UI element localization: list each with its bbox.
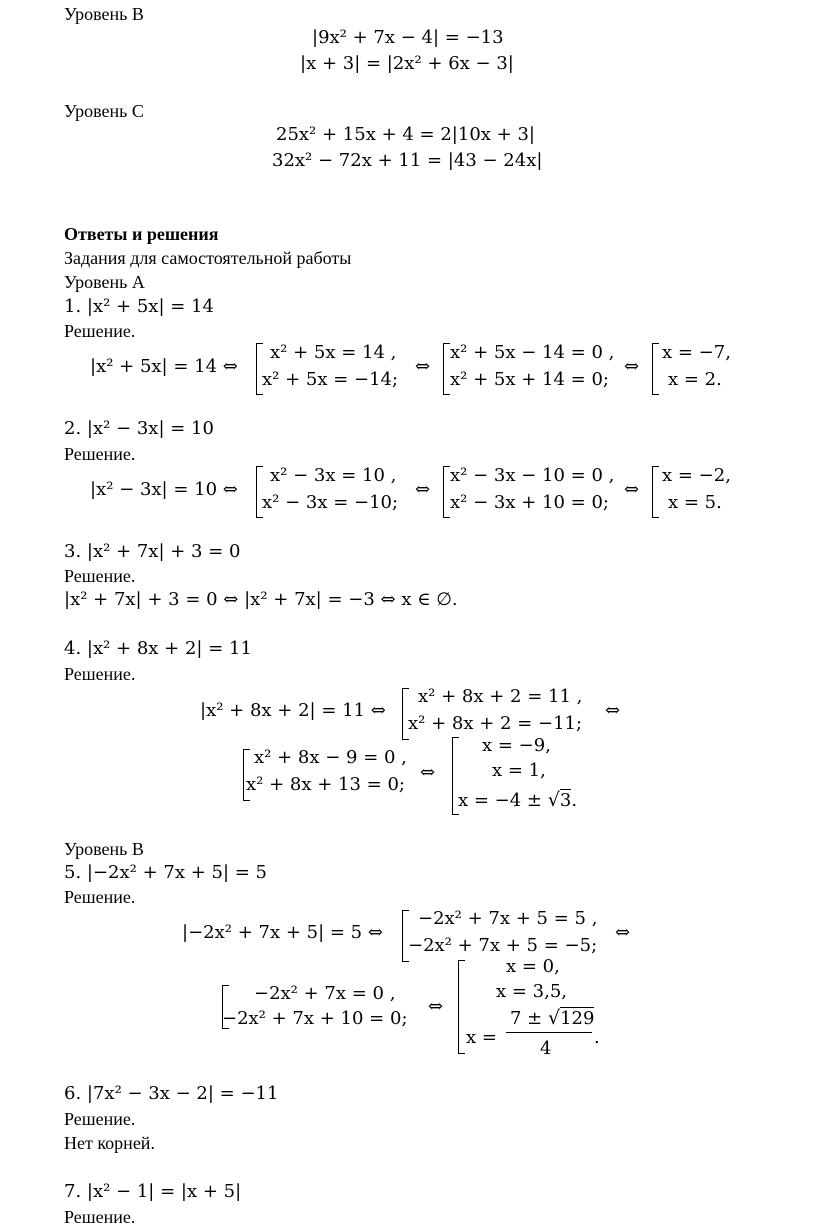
p2-step2-a: x² − 3x − 10 = 0 , <box>450 465 615 486</box>
problem-2-lhs: |x² − 3x| = 10 ⇔ <box>90 479 238 500</box>
equivalence-arrow: ⇔ <box>624 356 640 377</box>
p5-root-3-denominator: 4 <box>540 1038 552 1059</box>
p5-root-3-numerator: 7 ± √129 <box>510 1007 595 1029</box>
sqrt-sign: √ <box>548 1007 561 1029</box>
solution-label: Решение. <box>64 664 136 684</box>
system-bracket <box>443 343 450 395</box>
answers-title: Ответы и решения <box>64 224 219 244</box>
p4-step1-a: x² + 8x + 2 = 11 , <box>418 686 583 707</box>
problem-6-title: 6. |7x² − 3x − 2| = −11 <box>64 1083 279 1104</box>
solution-label: Решение. <box>64 887 136 907</box>
p4-step2-a: x² + 8x − 9 = 0 , <box>254 747 407 768</box>
level-b-heading: Уровень В <box>64 4 144 24</box>
p5-step1-a: −2x² + 7x + 5 = 5 , <box>418 908 598 929</box>
problem-5-title: 5. |−2x² + 7x + 5| = 5 <box>64 862 268 883</box>
problem-1-lhs: |x² + 5x| = 14 ⇔ <box>90 356 238 377</box>
equation-b2: |x + 3| = |2x² + 6x − 3| <box>300 53 514 74</box>
equation-c1: 25x² + 15x + 4 = 2|10x + 3| <box>276 124 535 145</box>
equivalence-arrow: ⇔ <box>420 762 436 783</box>
problem-7-title: 7. |x² − 1| = |x + 5| <box>64 1181 242 1202</box>
equivalence-arrow: ⇔ <box>605 700 621 721</box>
equivalence-arrow: ⇔ <box>615 922 631 943</box>
problem-5-lhs: |−2x² + 7x + 5| = 5 ⇔ <box>182 922 383 943</box>
p2-step2-b: x² − 3x + 10 = 0; <box>450 492 609 513</box>
equivalence-arrow: ⇔ <box>415 356 431 377</box>
problem-1-title: 1. |x² + 5x| = 14 <box>64 296 214 317</box>
p2-root-2: x = 5. <box>668 492 722 513</box>
solution-label: Решение. <box>64 1207 136 1227</box>
p2-step1-b: x² − 3x = −10; <box>262 492 399 513</box>
p1-step1-a: x² + 5x = 14 , <box>270 342 397 363</box>
problem-3-solution: |x² + 7x| + 3 = 0 ⇔ |x² + 7x| = −3 ⇔ x ∈ ∅. <box>64 589 458 610</box>
solution-label: Решение. <box>64 566 136 586</box>
p4-root-3: x = −4 ± √3. <box>458 789 578 811</box>
p2-step1-a: x² − 3x = 10 , <box>270 465 397 486</box>
equivalence-arrow: ⇔ <box>428 996 444 1017</box>
p5-root-2: x = 3,5, <box>496 981 568 1002</box>
p4-root-2: x = 1, <box>492 760 546 781</box>
p5-root-3-period: . <box>594 1027 600 1048</box>
system-bracket <box>652 343 659 395</box>
equivalence-arrow: ⇔ <box>624 479 640 500</box>
p1-step2-b: x² + 5x + 14 = 0; <box>450 369 609 390</box>
p2-root-1: x = −2, <box>662 465 731 486</box>
p5-step2-a: −2x² + 7x = 0 , <box>254 983 396 1004</box>
problem-2-title: 2. |x² − 3x| = 10 <box>64 418 214 439</box>
p5-root-1: x = 0, <box>506 956 560 977</box>
p5-step2-b: −2x² + 7x + 10 = 0; <box>222 1008 408 1029</box>
system-bracket <box>458 960 465 1054</box>
level-c-heading: Уровень С <box>64 101 144 121</box>
problem-4-lhs: |x² + 8x + 2| = 11 ⇔ <box>200 700 386 721</box>
p4-step2-b: x² + 8x + 13 = 0; <box>246 774 405 795</box>
equation-b1: |9x² + 7x − 4| = −13 <box>312 27 504 48</box>
p5-root-3-lhs: x = <box>466 1027 497 1048</box>
problem-6-result: Нет корней. <box>64 1133 155 1153</box>
p4-step1-b: x² + 8x + 2 = −11; <box>408 713 583 734</box>
level-a-heading: Уровень А <box>64 272 145 292</box>
level-b-answers-heading: Уровень В <box>64 839 144 859</box>
equation-c2: 32x² − 72x + 11 = |43 − 24x| <box>272 150 543 171</box>
problem-4-title: 4. |x² + 8x + 2| = 11 <box>64 638 252 659</box>
system-bracket <box>652 466 659 518</box>
solution-label: Решение. <box>64 444 136 464</box>
p1-step2-a: x² + 5x − 14 = 0 , <box>450 342 615 363</box>
equivalence-arrow: ⇔ <box>415 479 431 500</box>
solution-label: Решение. <box>64 1109 136 1129</box>
problem-3-title: 3. |x² + 7x| + 3 = 0 <box>64 541 241 562</box>
solution-label: Решение. <box>64 321 136 341</box>
system-bracket <box>443 466 450 518</box>
p1-root-1: x = −7, <box>662 342 731 363</box>
sqrt-sign: √ <box>547 789 560 811</box>
p4-root-1: x = −9, <box>482 735 551 756</box>
p1-root-2: x = 2. <box>668 369 722 390</box>
fraction-bar <box>506 1032 592 1033</box>
p5-step1-b: −2x² + 7x + 5 = −5; <box>408 935 598 956</box>
p1-step1-b: x² + 5x = −14; <box>262 369 399 390</box>
tasks-title: Задания для самостоятельной работы <box>64 248 352 268</box>
